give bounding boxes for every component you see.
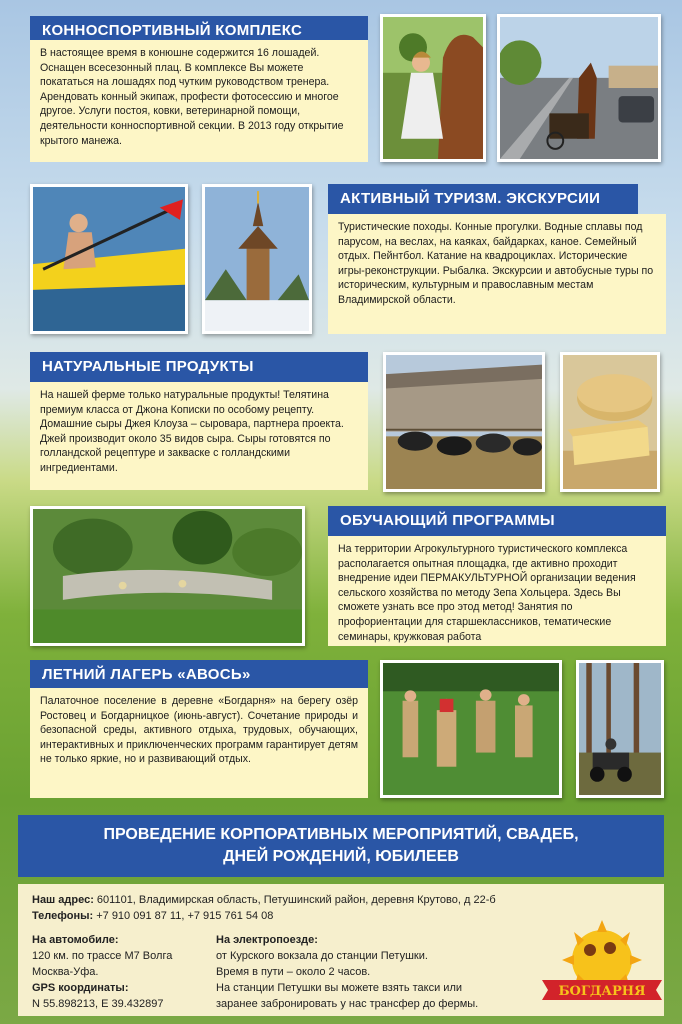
garden-photo — [30, 506, 305, 646]
phones-label: Телефоны: — [32, 910, 94, 922]
events-banner-line2: ДНЕЙ РОЖДЕНИЙ, ЮБИЛЕЕВ — [223, 848, 459, 865]
camp-title: ЛЕТНИЙ ЛАГЕРЬ «АВОСЬ» — [30, 660, 368, 690]
tourism-title: АКТИВНЫЙ ТУРИЗМ. ЭКСКУРСИИ — [328, 184, 638, 214]
equestrian-title: КОННОСПОРТИВНЫЙ КОМПЛЕКС — [30, 16, 368, 46]
kayak-photo — [30, 184, 188, 334]
bogdarnya-logo — [540, 918, 664, 1014]
events-banner-line1: ПРОВЕДЕНИЕ КОРПОРАТИВНЫХ МЕРОПРИЯТИЙ, СВАДЕБ, — [103, 826, 579, 843]
products-text: На нашей ферме только натуральные продукты! Телятина премиум класса от Джона Кописки по особому рецепту. Домашние сыры Джея Клоуза – сыровара, партнера проекта. Джей производит около 35 видов сыра. Сыры готовятся по голландской рецептуре и закваске с голландскими ингредиентами. — [30, 382, 368, 490]
horse-rider-photo — [380, 14, 486, 162]
education-title: ОБУЧАЮЩИЙ ПРОГРАММЫ — [328, 506, 666, 536]
train-line4: заранее забронировать у нас трансфер до фермы. — [216, 998, 479, 1010]
cheese-photo — [560, 352, 660, 492]
education-text: На территории Агрокультурного туристического комплекса располагается опытная площадка, где активно проходит внедрение идеи ПЕРМАКУЛЬТУРНОЙ организации ведения сельского хозяйства по методу Зепа Хольцера. Здесь Вы сможете узнать все про этод метод! Занятия по профориентации для старшеклассников, тематические семинары, кружковая работа — [328, 536, 666, 646]
chapel-photo — [202, 184, 312, 334]
train-directions — [216, 932, 516, 1012]
camp-text: Палаточное поселение в деревне «Богдарня» на берегу озёр Ростовец и Богдарницкое (июнь-август). Сочетание природы и безопасной среды, активного отдыха, трудовых, обучающих, интерактивных и приключенческих программ гарантирует детям не только яркие, но и развивающий отдых. — [30, 688, 368, 798]
gps-label: GPS координаты: — [32, 982, 129, 994]
phones-value[interactable]: +7 910 091 87 11, +7 915 761 54 08 — [96, 910, 274, 922]
address-value: 601101, Владимирская область, Петушинский район, деревня Крутово, д 22-б — [96, 894, 496, 906]
products-title: НАТУРАЛЬНЫЕ ПРОДУКТЫ — [30, 352, 368, 382]
events-banner — [18, 815, 664, 877]
train-line1: от Курского вокзала до станции Петушки. — [216, 950, 428, 962]
car-label: На автомобиле: — [32, 934, 119, 946]
car-directions — [32, 932, 222, 1012]
cattle-farm-photo — [383, 352, 545, 492]
atv-forest-photo — [576, 660, 664, 798]
train-line2: Время в пути – около 2 часов. — [216, 966, 371, 978]
sack-race-photo — [380, 660, 562, 798]
address-label: Наш адрес: — [32, 894, 94, 906]
horse-carriage-photo — [497, 14, 661, 162]
tourism-text: Туристические походы. Конные прогулки. Водные сплавы под парусом, на веслах, на каяках, байдарках, каное. Семейный отдых. Пейнтбол. Катание на квадроциклах. Исторические игры-реконструкции. Рыбалка. Экскурсии и автобусные туры по историческим, культурным и православным местам Владимирской области. — [328, 214, 666, 334]
logo-text: БОГДАРНЯ — [558, 984, 646, 999]
address-line — [32, 892, 650, 908]
train-label: На электропоезде: — [216, 934, 318, 946]
equestrian-text: В настоящее время в конюшне содержится 16 лошадей. Оснащен всесезонный плац. В комплексе Вы можете покататься на лошадях под чутким руководством тренера. Арендовать конный экипаж, профести фотосессию и многое другое. Услуги постоя, ковки, ветеринарной помощи, деятельности конноспортивной секции. В 2013 году открытие крытого манежа. — [30, 40, 368, 162]
car-line1: 120 км. по трассе М7 Волга — [32, 950, 173, 962]
train-line3: На станции Петушки вы можете взять такси или — [216, 982, 463, 994]
gps-value: N 55.898213, E 39.432897 — [32, 998, 164, 1010]
car-line2: Москва-Уфа. — [32, 966, 99, 978]
